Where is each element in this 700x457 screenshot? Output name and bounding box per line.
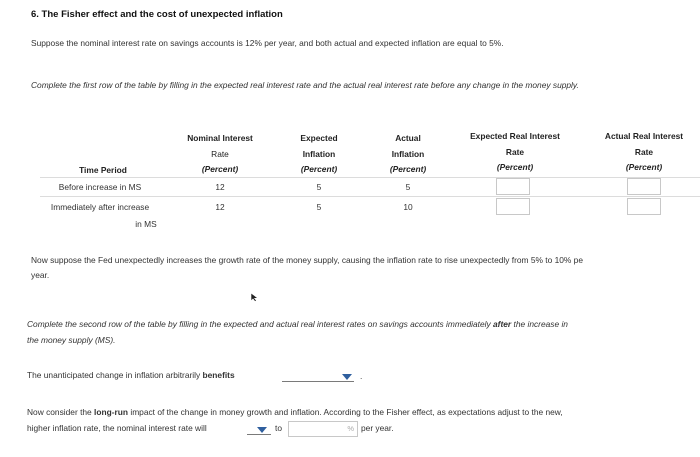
chevron-down-icon	[257, 427, 267, 433]
cursor-icon	[250, 292, 259, 302]
expected-real-rate-after-input[interactable]	[496, 198, 530, 215]
nominal-rate-percent-input[interactable]: %	[288, 421, 358, 437]
longrun-to: to	[275, 423, 282, 433]
fed-text-continued: year.	[31, 270, 50, 280]
header-actual-real: Actual Real Interest Rate (Percent)	[604, 131, 684, 172]
benefits-dropdown[interactable]	[282, 369, 354, 382]
benefits-sentence: The unanticipated change in inflation arbitrarily benefits	[27, 370, 235, 380]
chevron-down-icon	[342, 374, 352, 380]
instruction-first-row: Complete the first row of the table by filling in the expected real interest rate and the actual real interest rate before any change in the money supply.	[31, 80, 579, 90]
question-title: 6. The Fisher effect and the cost of unexpected inflation	[31, 9, 283, 20]
longrun-end: per year.	[361, 423, 394, 433]
table-divider	[40, 177, 700, 178]
header-expected-inflation: Expected Inflation (Percent)	[300, 133, 338, 174]
header-nominal: Nominal Interest Rate (Percent)	[187, 133, 253, 174]
benefits-period: .	[360, 371, 363, 381]
longrun-text: Now consider the long-run impact of the change in money growth and inflation. According to the Fisher effect, as expectations adjust to the new,	[27, 407, 563, 417]
intro-text: Suppose the nominal interest rate on savings accounts is 12% per year, and both actual and expected inflation are equal to 5%.	[31, 38, 504, 48]
fed-text: Now suppose the Fed unexpectedly increases the growth rate of the money supply, causing the inflation rate to rise unexpectedly from 5% to 10% pe	[31, 255, 583, 265]
instruction-second-row: Complete the second row of the table by filling in the expected and actual real interest rates on savings accounts immediately after the increase in	[27, 319, 568, 329]
header-expected-real: Expected Real Interest Rate (Percent)	[470, 131, 560, 172]
instruction-second-row-continued: the money supply (MS).	[27, 335, 116, 345]
actual-real-rate-before-input[interactable]	[627, 178, 661, 195]
longrun-text-continued: higher inflation rate, the nominal interest rate will	[27, 423, 207, 433]
header-actual-inflation: Actual Inflation (Percent)	[389, 133, 427, 174]
actual-real-rate-after-input[interactable]	[627, 198, 661, 215]
expected-real-rate-before-input[interactable]	[496, 178, 530, 195]
header-time-period: Time Period	[79, 165, 127, 175]
nominal-rate-direction-dropdown[interactable]	[247, 422, 271, 435]
